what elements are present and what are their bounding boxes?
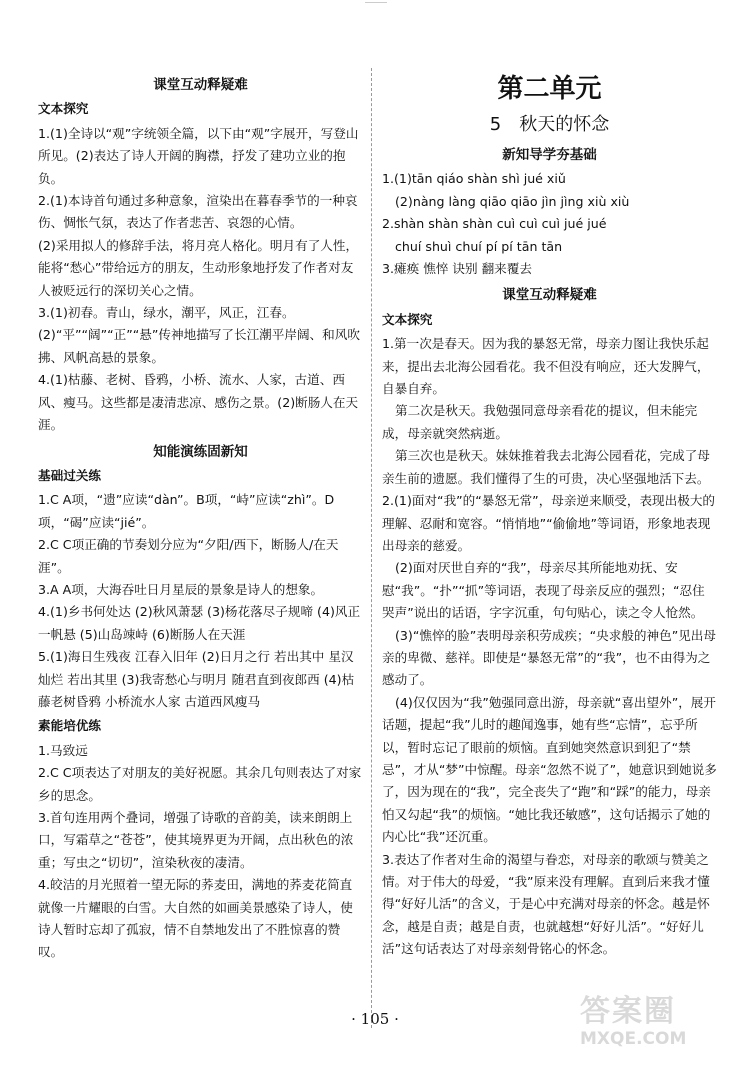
watermark-text: 答案圈 — [580, 994, 676, 1029]
right-column — [382, 70, 717, 961]
watermark-logo — [580, 995, 730, 1055]
answer-item: 1.马致远 — [38, 742, 88, 758]
section-title: 新知导学夯基础 — [502, 147, 597, 163]
lesson-title: 5 秋天的怀念 — [489, 114, 610, 135]
watermark-url: MXQE.COM — [580, 1029, 687, 1049]
answer-item: 第二次是秋天。我勉强同意母亲看花的提议，但未能完成，母亲就突然病逝。 — [382, 403, 698, 441]
answer-item: 3.(1)初春。青山，绿水，潮平，风正，江春。(2)“平”“阔”“正”“悬”传神地描写了长江潮平岸阔、和风吹拂、风帆高悬的景象。 — [38, 305, 360, 365]
section-title: 课堂互动释疑难 — [153, 77, 248, 93]
answer-item: 第三次也是秋天。妹妹推着我去北海公园看花，完成了母亲生前的遗愿。我们懂得了生的可贵，决心坚强地活下去。 — [382, 448, 710, 486]
answer-item: 1.(1)全诗以“观”字统领全篇，以下由“观”字展开，写登山所见。(2)表达了诗人开阔的胸襟，抒发了建功立业的抱负。 — [38, 125, 359, 186]
section-title: 知能演练固新知 — [153, 443, 248, 460]
pinyin-line: 1.(1)tān qiáo shàn shì jué xiǔ — [382, 171, 566, 187]
column-divider — [371, 68, 372, 1028]
answer-item: (4)仅仅因为“我”勉强同意出游，母亲就“喜出望外”，展开话题，提起“我”儿时的趣闻逸事，她有些“忘情”，忘乎所以，暂时忘记了眼前的烦恼。直到她突然意识到犯了“禁忌”，才从“梦”中惊醒。母亲“忽然不说了”，她意识到她说多了，因为现在的“我”，完全丧失了“跑”和“踩”的能力，母亲怕又勾起“我”的烦恼。“她比我还敏感”，这句话揭示了她的内心比“我”还沉重。 — [382, 694, 717, 845]
section-title: 课堂互动释疑难 — [502, 287, 597, 304]
subsection-title: 文本探究 — [382, 311, 433, 327]
answer-item: 3.A A项，大海吞吐日月星辰的景象是诗人的想象。 — [38, 581, 324, 597]
answer-item: 4.(1)枯藤、老树、昏鸦，小桥、流水、人家，古道、西风、瘦马。这些都是凄清悲凉、感伤之景。(2)断肠人在天涯。 — [38, 372, 359, 433]
left-column — [38, 70, 363, 964]
answer-item: 2.C C项正确的节奏划分应为“夕阳/西下，断肠人/在天涯”。 — [38, 537, 339, 575]
subsection-title: 文本探究 — [38, 101, 89, 117]
unit-title: 第二单元 — [497, 74, 602, 104]
pinyin-line: 2.shàn shàn shàn cuì cuì cuì jué jué — [382, 216, 607, 232]
subsection-title: 基础过关练 — [38, 467, 101, 483]
top-mark — [365, 2, 387, 8]
pinyin-line: chuí shuì chuí pí pí tān tān — [395, 238, 563, 254]
answer-item: 3.瘫痪 憔悴 诀别 翻来覆去 — [382, 261, 532, 277]
page-number: · 105 · — [351, 1010, 399, 1028]
answer-item: 4.(1)乡书何处达 (2)秋风萧瑟 (3)杨花落尽子规啼 (4)风正一帆悬 (5)山岛竦峙 (6)断肠人在天涯 — [38, 604, 361, 642]
answer-item: (2)面对厌世自弃的“我”，母亲尽其所能地劝抚、安慰“我”。“扑”“抓”等词语，表现了母亲反应的强烈；“忍住哭声”说出的话语，字字沉重，句句贴心，读之令人怆然。 — [382, 560, 705, 621]
answer-item: 2.C C项表达了对朋友的美好祝愿。其余几句则表达了对家乡的思念。 — [38, 765, 362, 803]
answer-item: 2.(1)面对“我”的“暴怒无常”，母亲逆来顺受，表现出极大的理解、忍耐和宽容。“悄悄地”“偷偷地”等词语，形象地表现出母亲的慈爱。 — [382, 493, 716, 553]
answer-item: 1.C A项，“遗”应读“dàn”。B项，“峙”应读“zhì”。D项，“碣”应读“jié”。 — [38, 492, 335, 530]
answer-item: 3.首句连用两个叠词，增强了诗歌的音韵美，读来朗朗上口，写霜草之“苍苍”，使其境界更为开阔，点出秋色的浓重；写虫之“切切”，渲染秋夜的凄清。 — [38, 810, 354, 870]
answer-item: 5.(1)海日生残夜 江春入旧年 (2)日月之行 若出其中 星汉灿烂 若出其里 (3)我寄愁心与明月 随君直到夜郎西 (4)枯藤老树昏鸦 小桥流水人家 古道西风瘦马 — [38, 649, 355, 709]
answer-item: (2)采用拟人的修辞手法，将月亮人格化。明月有了人性，能将“愁心”带给远方的朋友，生动形象地抒发了作者对友人被贬远行的深切关心之情。 — [38, 237, 359, 298]
answer-item: 3.表达了作者对生命的渴望与眷恋，对母亲的歌颂与赞美之情。对于伟大的母爱，“我”原来没有理解。直到后来我才懂得“好好儿活”的含义，于是心中充满对母亲的怀念。越是怀念，越是自责；越是自责，也就越想“好好儿活”。“好好儿活”这句话表达了对母亲刻骨铭心的怀念。 — [382, 851, 710, 957]
answer-item: 2.(1)本诗首句通过多种意象，渲染出在暮春季节的一种哀伤、惆怅气氛，表达了作者悲苦、哀怨的心情。 — [38, 193, 358, 231]
pinyin-line: (2)nàng làng qiāo qiāo jìn jìng xiù xiù — [395, 193, 630, 209]
answer-item: 1.第一次是春天。因为我的暴怒无常，母亲力图让我快乐起来，提出去北海公园看花。我不但没有响应，还大发脾气，自暴自弃。 — [382, 336, 710, 397]
subsection-title: 素能培优练 — [38, 718, 101, 734]
answer-item: 4.皎洁的月光照着一望无际的荞麦田，满地的荞麦花简直就像一片耀眼的白雪。大自然的如画美景感染了诗人，使诗人暂时忘却了孤寂，情不自禁地发出了不胜惊喜的赞叹。 — [38, 877, 353, 960]
answer-item: (3)“憔悴的脸”表明母亲积劳成疾；“央求般的神色”见出母亲的卑微、慈祥。即使是“暴怒无常”的“我”，也不由得为之感动了。 — [382, 627, 716, 688]
